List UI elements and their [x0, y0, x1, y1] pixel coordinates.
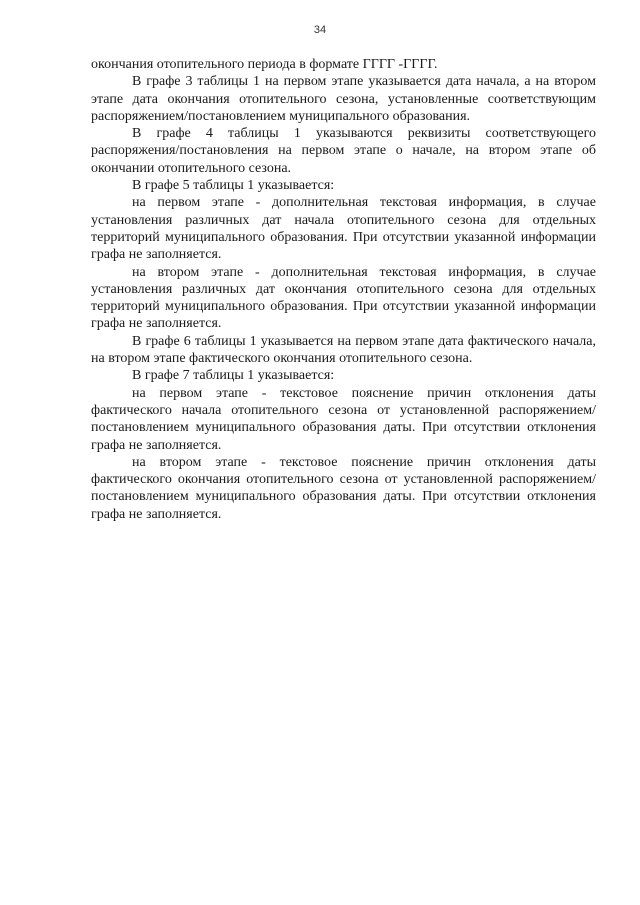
- paragraph-column-7-stage-1: на первом этапе - текстовое пояснение причин отклонения даты фактического начала отопительного сезона от установленной распоряжением/постановлением муниципального образования даты. При отсутствии отклонения графа не заполняется.: [91, 385, 596, 453]
- paragraph-column-5-stage-1: на первом этапе - дополнительная текстовая информация, в случае установления различных дат начала отопительного сезона для отдельных территорий муниципального образования. При отсутствии указанной информации графа не заполняется.: [91, 195, 596, 263]
- paragraph-column-3: В графе 3 таблицы 1 на первом этапе указывается дата начала, а на втором этапе дата окончания отопительного сезона, установленные соответствующим распоряжением/постановлением муниципального образования.: [91, 74, 596, 124]
- paragraph-column-5-stage-2: на втором этапе - дополнительная текстовая информация, в случае установления различных дат окончания отопительного сезона для отдельных территорий муниципального образования. При отсутствии указанной информации графа не заполняется.: [91, 264, 596, 332]
- paragraph-column-4: В графе 4 таблицы 1 указываются реквизиты соответствующего распоряжения/постановления на первом этапе о начале, на втором этапе об окончании отопительного сезона.: [91, 126, 596, 176]
- paragraph-column-7-heading: В графе 7 таблицы 1 указывается:: [132, 368, 335, 384]
- paragraph-column-5-heading: В графе 5 таблицы 1 указывается:: [132, 178, 335, 194]
- paragraph-continuation: окончания отопительного периода в формате ГГГГ -ГГГГ.: [91, 57, 438, 72]
- document-body: [91, 56, 596, 523]
- page-number: 34: [313, 24, 327, 36]
- paragraph-column-7-stage-2: на втором этапе - текстовое пояснение причин отклонения даты фактического окончания отопительного сезона от установленной распоряжением/постановлением муниципального образования даты. При отсутствии отклонения графа не заполняется.: [91, 454, 596, 522]
- paragraph-column-6: В графе 6 таблицы 1 указывается на первом этапе дата фактического начала, на втором этапе фактического окончания отопительного сезона.: [91, 333, 596, 367]
